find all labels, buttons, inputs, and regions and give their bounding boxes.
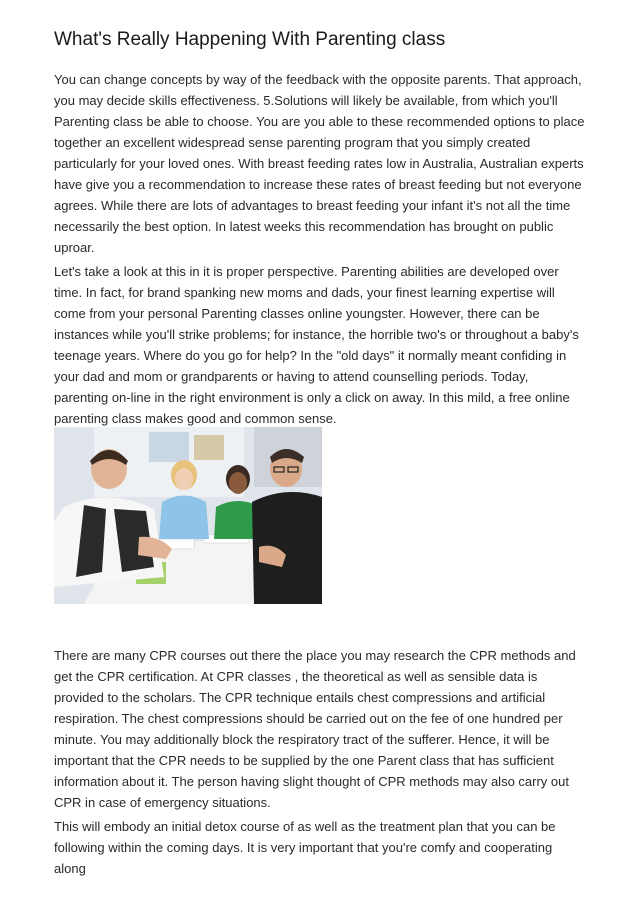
photo-illustration xyxy=(54,427,322,604)
paragraph-1: You can change concepts by way of the feedback with the opposite parents. That approach, you may decide skills effectiveness. 5.Solutions will likely be available, from which you'll Parenting class be able to choose. You are you able to these recommended options to place together an excellent widespread sense parenting program that you simply created particularly for your loved ones. With breast feeding rates low in Australia, Australian experts have give you a recommendation to increase these rates of breast feeding but not everyone agrees. While there are lots of advantages to breast feeding your infant it's not all the time necessarily the best option. In latest weeks this recommendation has brought on public uproar. xyxy=(54,72,585,255)
paragraph-4: This will embody an initial detox course of as well as the treatment plan that you can be following within the coming days. It is very important that you're comfy and cooperating along xyxy=(54,819,556,876)
paragraph-2: Let's take a look at this in it is proper perspective. Parenting abilities are developed over time. In fact, for brand spanking new moms and dads, your finest learning expertise will come from your personal Parenting classes online youngster. However, there can be instances while you'll strike problems; for instance, the horrible two's or throughout a baby's teenage years. Where do you go for help? In the "old days" it normally meant confiding in your dad and mom or grandparents or having to attend counselling periods. Today, parenting on-line in the right environment is only a click on away. In this mild, a free online parenting class makes good and common sense. xyxy=(54,264,579,426)
document-title: What's Really Happening With Parenting class xyxy=(54,29,446,50)
group-discussion-photo xyxy=(54,427,322,604)
paragraph-3: There are many CPR courses out there the place you may research the CPR methods and get the CPR certification. At CPR classes , the theoretical as well as sensible data is provided to the scholars. The CPR technique entails chest compressions and artificial respiration. The chest compressions should be carried out on the fee of one hundred per minute. You may additionally block the respiratory tract of the sufferer. Hence, it will be important that the CPR needs to be supplied by the one Parent class that has sufficient information about it. The person having slight thought of CPR methods may also carry out CPR in case of emergency situations. xyxy=(54,648,576,810)
